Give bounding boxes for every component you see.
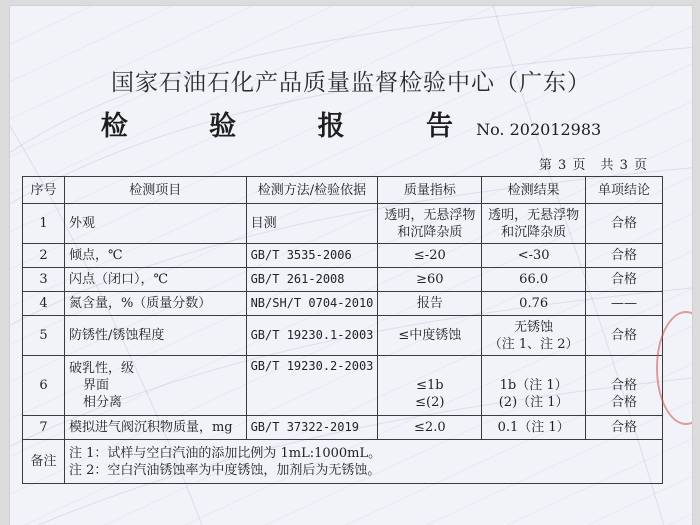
row-result-line1: 无锈蚀 xyxy=(514,319,554,335)
row-spec: ≤2.0 xyxy=(378,416,482,440)
row-spec: 透明，无悬浮物和沉降杂质 xyxy=(378,204,482,244)
row-conclusion: 合格 xyxy=(586,204,663,244)
row-item: 模拟进气阀沉积物质量，mg xyxy=(64,416,246,440)
header-item: 检测项目 xyxy=(64,177,246,204)
row-conclusion: 合格 xyxy=(586,316,663,356)
row-no: 5 xyxy=(23,316,65,356)
row-conclusion-sub1: 合格 xyxy=(611,378,638,393)
row-spec: ≥60 xyxy=(378,268,482,292)
row-no: 7 xyxy=(23,416,65,440)
row-no: 1 xyxy=(23,204,65,244)
row-result: 透明，无悬浮物和沉降杂质 xyxy=(482,204,586,244)
row-item-sub2: 相分离 xyxy=(82,395,122,410)
remark-note-2: 注 2：空白汽油锈蚀率为中度锈蚀，加剂后为无锈蚀。 xyxy=(68,462,381,478)
row-spec: 报告 xyxy=(378,292,482,316)
row-method: GB/T 19230.2-2003 xyxy=(246,356,378,416)
report-title: 检 验 报 告 xyxy=(100,111,489,142)
row-result: 66.0 xyxy=(482,268,586,292)
row-result xyxy=(482,356,586,416)
row-result xyxy=(482,316,586,356)
row-result: 0.76 xyxy=(482,292,586,316)
row-item: 外观 xyxy=(64,204,246,244)
table-row xyxy=(23,244,663,268)
page-info: 第 3 页 共 3 页 xyxy=(538,158,648,173)
table-row xyxy=(23,316,663,356)
report-page xyxy=(10,6,692,525)
row-item-main: 破乳性，级 xyxy=(68,361,134,376)
header-method: 检测方法/检验依据 xyxy=(246,177,378,204)
table-header-row xyxy=(23,177,663,204)
header-no: 序号 xyxy=(23,177,65,204)
row-method: NB/SH/T 0704-2010 xyxy=(246,292,378,316)
row-method: 目测 xyxy=(246,204,378,244)
row-conclusion xyxy=(586,356,663,416)
header-spec: 质量指标 xyxy=(378,177,482,204)
row-result: <-30 xyxy=(482,244,586,268)
row-method: GB/T 19230.1-2003 xyxy=(246,316,378,356)
row-result: 0.1（注 1） xyxy=(482,416,586,440)
remarks-content xyxy=(64,440,662,484)
center-name: 国家石油石化产品质量监督检验中心（广东） xyxy=(111,70,591,96)
row-no: 3 xyxy=(23,268,65,292)
remarks-row xyxy=(23,440,663,484)
report-number: No. 202012983 xyxy=(476,120,602,139)
row-no: 2 xyxy=(23,244,65,268)
remarks-label: 备注 xyxy=(23,440,65,484)
row-method: GB/T 261-2008 xyxy=(246,268,378,292)
row-result-line2: （注 1、注 2） xyxy=(488,336,579,352)
row-conclusion: 合格 xyxy=(586,416,663,440)
row-spec-sub2: ≤(2) xyxy=(415,395,445,410)
row-item: 防锈性/锈蚀程度 xyxy=(64,316,246,356)
remark-note-1: 注 1：试样与空白汽油的添加比例为 1mL:1000mL。 xyxy=(68,445,382,461)
header-result: 检测结果 xyxy=(482,177,586,204)
row-spec-sub1: ≤1b xyxy=(416,378,444,393)
row-conclusion: 合格 xyxy=(586,268,663,292)
row-no: 4 xyxy=(23,292,65,316)
row-result-sub2: (2)（注 1） xyxy=(498,395,569,410)
row-conclusion-sub2: 合格 xyxy=(611,395,638,410)
row-spec: ≤-20 xyxy=(378,244,482,268)
row-item: 倾点，℃ xyxy=(64,244,246,268)
row-item-sub1: 界面 xyxy=(82,378,109,393)
row-conclusion: 合格 xyxy=(586,244,663,268)
row-item xyxy=(64,356,246,416)
row-spec xyxy=(378,356,482,416)
row-spec: ≤中度锈蚀 xyxy=(378,316,482,356)
results-table xyxy=(22,176,663,484)
table-row xyxy=(23,356,663,416)
table-row xyxy=(23,204,663,244)
row-method: GB/T 37322-2019 xyxy=(246,416,378,440)
report-title-line xyxy=(10,104,692,143)
row-conclusion: —— xyxy=(586,292,663,316)
row-item: 氮含量，%（质量分数） xyxy=(64,292,246,316)
row-method: GB/T 3535-2006 xyxy=(246,244,378,268)
table-row xyxy=(23,268,663,292)
table-row xyxy=(23,292,663,316)
row-no: 6 xyxy=(23,356,65,416)
header-conclusion: 单项结论 xyxy=(586,177,663,204)
row-item: 闪点（闭口），℃ xyxy=(64,268,246,292)
table-row xyxy=(23,416,663,440)
row-result-sub1: 1b（注 1） xyxy=(499,378,568,393)
